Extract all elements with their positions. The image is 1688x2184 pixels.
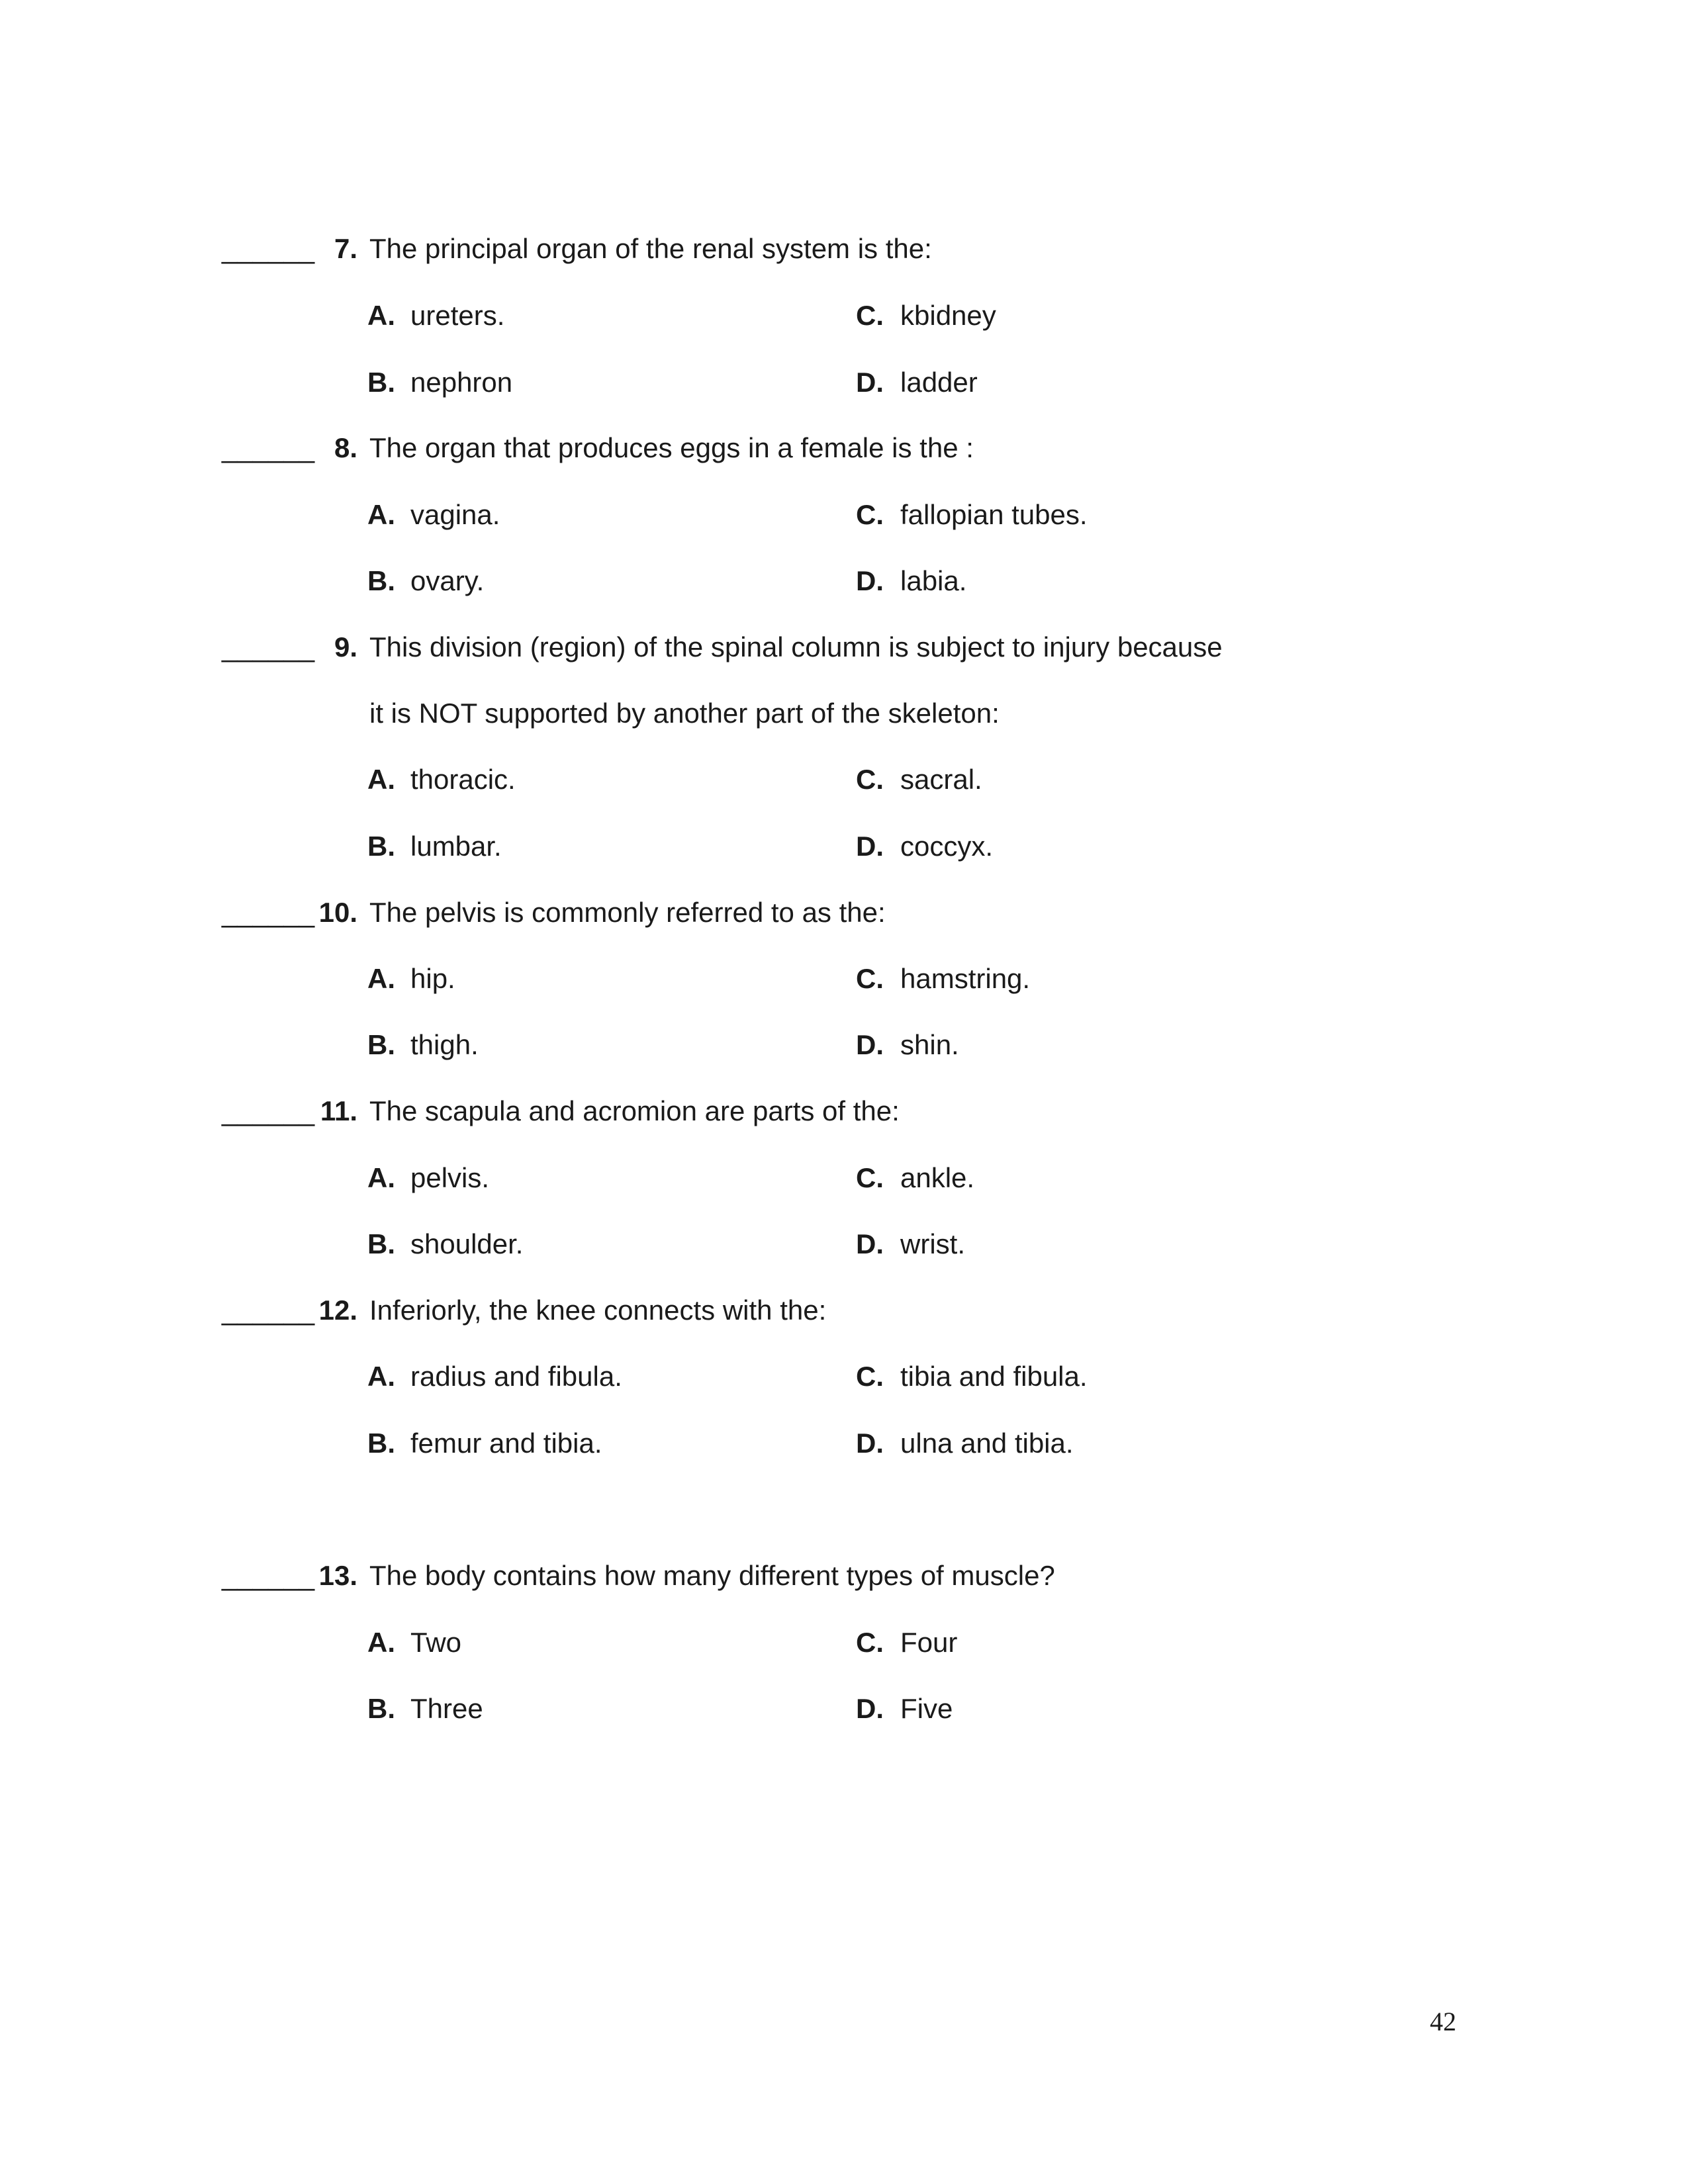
option-letter: C. [856,963,884,994]
option-letter: B. [367,1228,395,1259]
answer-blank[interactable]: ______ [222,1560,315,1591]
question-stem: The pelvis is commonly referred to as the: [369,897,886,928]
option-letter: C. [856,764,884,795]
option-text: Two [410,1627,462,1658]
question-number: 7. [334,233,357,264]
option-letter: B. [367,565,395,596]
question-stem: Inferiorly, the knee connects with the: [369,1295,827,1326]
option-letter: C. [856,1361,884,1392]
option-text: coccyx. [900,831,994,862]
answer-blank[interactable]: ______ [222,631,315,662]
option-letter: B. [367,831,395,862]
option-letter: B. [367,1428,395,1459]
option-letter: D. [856,1693,884,1724]
option-text: shin. [900,1029,959,1060]
option-text: femur and tibia. [410,1428,602,1459]
option-letter: A. [367,1162,395,1193]
option-text: kbidney [900,300,996,331]
option-letter: A. [367,499,395,530]
option-text: Four [900,1627,958,1658]
option-text: hip. [410,963,455,994]
option-letter: C. [856,300,884,331]
option-text: pelvis. [410,1162,490,1193]
option-letter: B. [367,1693,395,1724]
option-letter: A. [367,963,395,994]
option-letter: D. [856,1428,884,1459]
option-text: ulna and tibia. [900,1428,1074,1459]
question-stem-continued: it is NOT supported by another part of the skeleton: [369,698,1000,729]
option-text: ladder [900,367,978,398]
answer-blank[interactable]: ______ [222,897,315,928]
option-text: wrist. [900,1228,965,1259]
question-number: 12. [318,1295,357,1326]
question-number: 10. [318,897,357,928]
answer-blank[interactable]: ______ [222,1295,315,1326]
answer-blank[interactable]: ______ [222,1095,315,1126]
option-text: sacral. [900,764,982,795]
option-letter: C. [856,1627,884,1658]
option-letter: C. [856,1162,884,1193]
answer-blank[interactable]: ______ [222,432,315,463]
option-text: shoulder. [410,1228,524,1259]
option-letter: A. [367,764,395,795]
option-text: nephron [410,367,513,398]
option-text: tibia and fibula. [900,1361,1088,1392]
question-stem: The principal organ of the renal system is the: [369,233,932,264]
option-letter: B. [367,367,395,398]
question-number: 13. [318,1560,357,1591]
answer-blank[interactable]: ______ [222,233,315,264]
option-letter: D. [856,1029,884,1060]
option-text: ureters. [410,300,505,331]
option-text: labia. [900,565,967,596]
option-text: Five [900,1693,953,1724]
question-number: 11. [320,1095,357,1126]
page-number: 42 [1430,2007,1456,2036]
option-letter: D. [856,831,884,862]
option-letter: A. [367,1361,395,1392]
option-text: hamstring. [900,963,1031,994]
option-letter: D. [856,367,884,398]
option-text: radius and fibula. [410,1361,622,1392]
question-stem: The scapula and acromion are parts of the: [369,1095,900,1126]
option-letter: D. [856,1228,884,1259]
question-number: 9. [334,631,357,662]
option-letter: A. [367,1627,395,1658]
question-number: 8. [334,432,357,463]
option-letter: D. [856,565,884,596]
option-text: thoracic. [410,764,516,795]
option-text: lumbar. [410,831,502,862]
question-stem: This division (region) of the spinal column is subject to injury because [369,631,1223,662]
option-text: Three [410,1693,483,1724]
option-text: fallopian tubes. [900,499,1088,530]
option-text: ankle. [900,1162,975,1193]
question-stem: The organ that produces eggs in a female is the : [369,432,974,463]
option-text: vagina. [410,499,500,530]
question-stem: The body contains how many different types of muscle? [369,1560,1055,1591]
option-text: thigh. [410,1029,479,1060]
option-text: ovary. [410,565,485,596]
option-letter: B. [367,1029,395,1060]
option-letter: C. [856,499,884,530]
option-letter: A. [367,300,395,331]
